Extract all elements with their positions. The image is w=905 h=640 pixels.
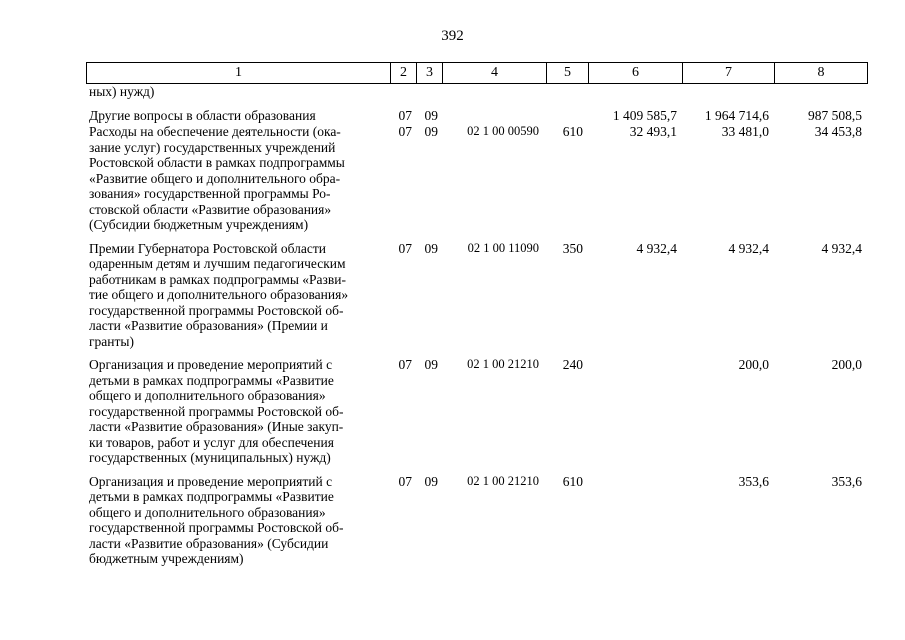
description-line: работникам в рамках подпрограммы «Разви- [89,271,346,287]
table-row [86,357,866,466]
description-line: государственной программы Ростовской об- [89,520,344,535]
description-line: общего и дополнительного образования» [89,388,326,403]
expense-type-code: 350 [562,240,583,256]
amount-year-2: 33 481,0 [721,124,769,139]
amount-year-3: 987 508,5 [808,107,862,123]
table-row [86,108,866,124]
expense-type-code [545,108,587,124]
page-number: 392 [441,28,464,44]
expense-type-code: 610 [562,473,583,489]
amount-year-3: 34 453,8 [814,124,862,139]
section-code: 07 [398,357,412,372]
section-code: 07 [398,240,412,256]
amount-year-2: 1 964 714,6 [704,107,769,123]
subsection-code [415,84,441,100]
subsection-code: 09 [424,240,438,256]
target-article-code: 02 1 00 21210 [467,357,539,371]
table-row [86,84,866,100]
amount-year-1 [587,84,681,100]
description-line: Организация и проведение мероприятий с [89,473,333,489]
amount-year-1 [587,474,681,567]
row-description [86,108,389,124]
expense-type-code: 610 [562,124,583,139]
description-line: гранты) [89,333,134,349]
description-line: детьми в рамках подпрограммы «Развитие [89,372,334,388]
description-line: государственной программы Ростовской об- [89,403,344,419]
description-line: Расходы на обеспечение деятельности (ока- [89,124,341,139]
amount-year-3: 200,0 [831,357,862,372]
description-line: Организация и проведение мероприятий с [89,357,333,372]
budget-table [86,84,866,567]
section-code: 07 [398,107,412,123]
header-col-8: 8 [774,63,867,83]
target-article-code: 02 1 00 11090 [467,240,539,255]
row-description [86,357,389,466]
expense-type-code: 240 [562,357,583,372]
subsection-code: 09 [424,124,438,139]
description-line: зования» государственной программы Ро- [89,186,331,201]
subsection-code: 09 [424,357,438,372]
section-code: 07 [398,124,412,139]
row-description [86,474,389,567]
row-description [86,84,389,100]
target-article-code [441,84,545,100]
description-line: ласти «Развитие образования» (Субсидии [89,535,329,551]
description-line: ных) нужд) [89,84,155,99]
amount-year-1: 4 932,4 [636,240,677,256]
description-line: стовской области «Развитие образования» [89,201,332,217]
target-article-code [441,108,545,124]
table-row [86,474,866,567]
description-line: ласти «Развитие образования» (Иные закуп- [89,419,344,434]
header-col-5: 5 [546,63,588,83]
amount-year-1 [587,357,681,466]
header-col-4: 4 [442,63,546,83]
description-line: государственной программы Ростовской об- [89,302,344,318]
description-line: государственных (муниципальных) нужд) [89,450,331,465]
description-line: одаренным детям и лучшим педагогическим [89,256,346,271]
amount-year-2: 200,0 [738,357,769,372]
description-line: ласти «Развитие образования» (Премии и [89,318,328,333]
table-header [86,62,868,84]
header-col-3: 3 [416,63,442,83]
row-description [86,241,389,350]
header-col-6: 6 [588,63,682,83]
description-line: Другие вопросы в области образования [89,107,316,123]
description-line: детьми в рамках подпрограммы «Развитие [89,489,334,504]
section-code [389,84,415,100]
header-col-7: 7 [682,63,774,83]
target-article-code: 02 1 00 21210 [467,473,539,488]
description-line: тие общего и дополнительного образования» [89,287,349,302]
amount-year-1: 1 409 585,7 [612,107,677,123]
expense-type-code [545,84,587,100]
amount-year-3: 4 932,4 [821,240,862,256]
section-code: 07 [398,473,412,489]
target-article-code: 02 1 00 00590 [467,124,539,138]
amount-year-2: 4 932,4 [728,240,769,256]
amount-year-1: 32 493,1 [629,124,677,139]
description-line: общего и дополнительного образования» [89,504,326,520]
description-line: зание услуг) государственных учреждений [89,139,336,155]
description-line: «Развитие общего и дополнительного обра- [89,170,341,186]
amount-year-2: 353,6 [738,473,769,489]
table-row [86,241,866,350]
description-line: бюджетным учреждениям) [89,551,244,566]
row-description [86,124,389,233]
subsection-code: 09 [424,107,438,123]
description-line: (Субсидии бюджетным учреждениям) [89,217,309,232]
description-line: Премии Губернатора Ростовской области [89,240,326,256]
amount-year-3 [773,84,866,100]
header-col-1: 1 [235,65,242,80]
amount-year-3: 353,6 [831,473,862,489]
subsection-code: 09 [424,473,438,489]
description-line: ки товаров, работ и услуг для обеспечения [89,434,334,450]
description-line: Ростовской области в рамках подпрограммы [89,155,345,170]
header-col-2: 2 [390,63,416,83]
table-row [86,124,866,233]
amount-year-2 [681,84,773,100]
